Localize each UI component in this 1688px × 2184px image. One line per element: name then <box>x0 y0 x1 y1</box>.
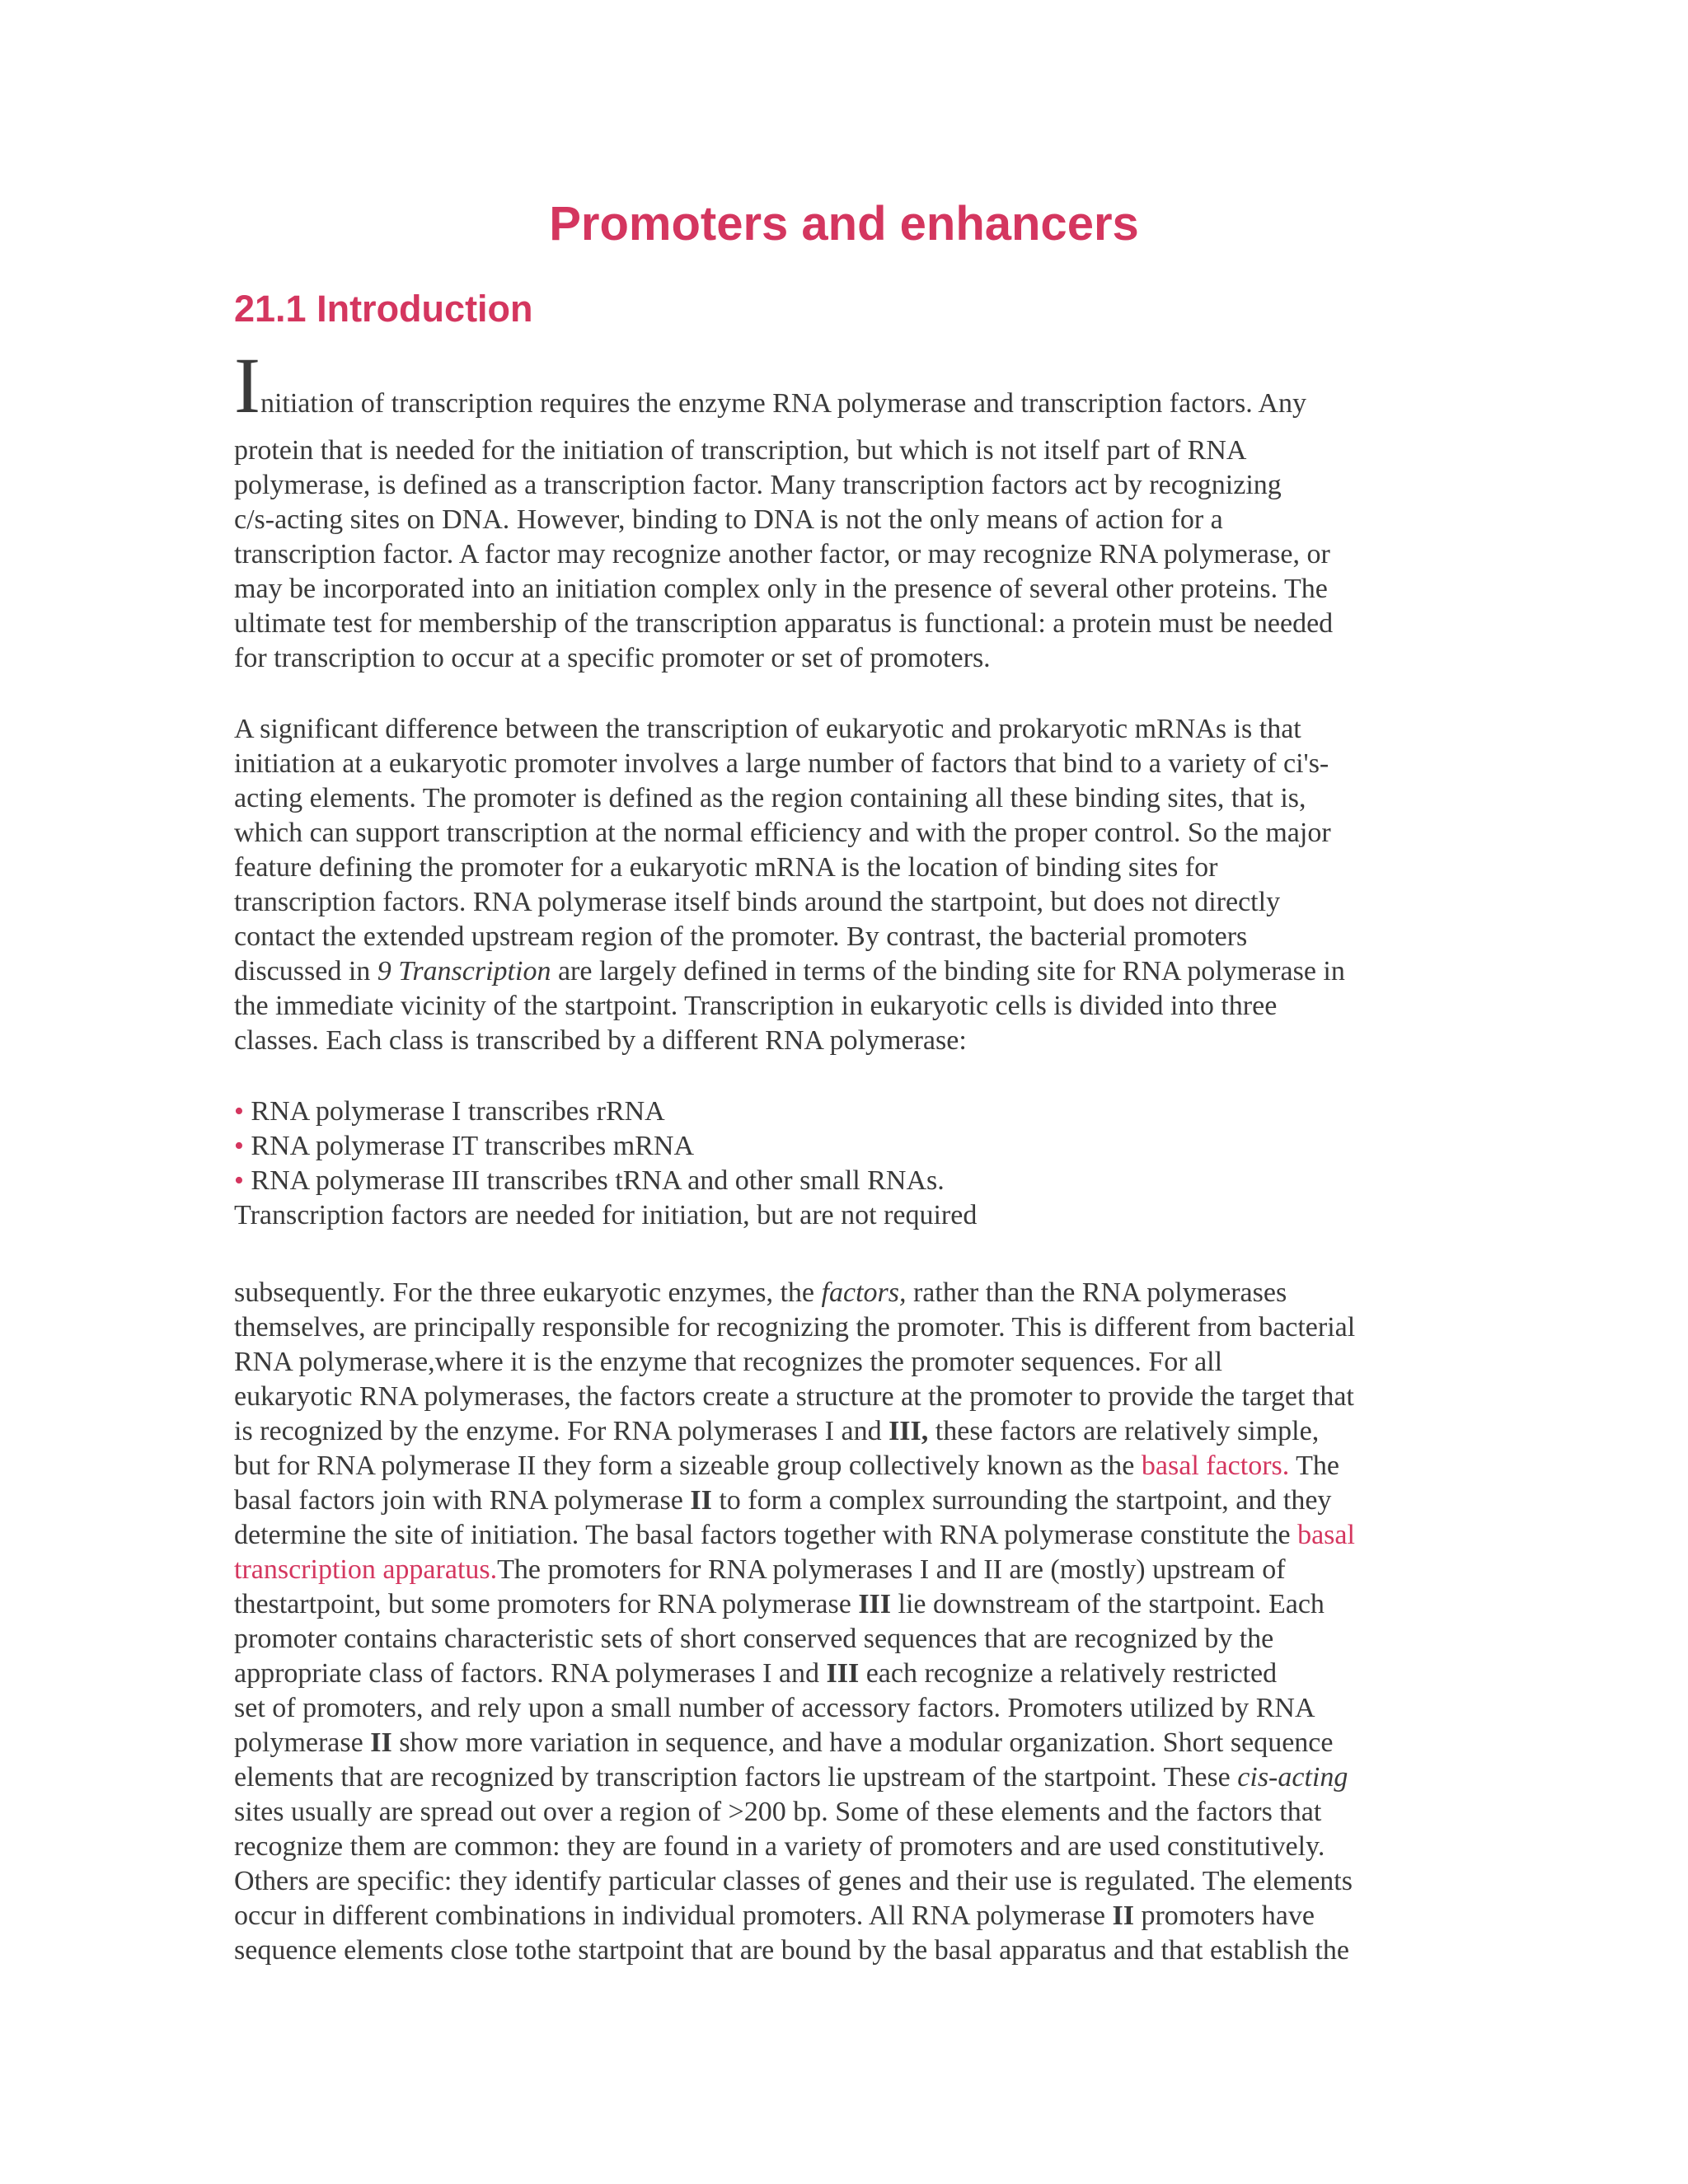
paragraph-line: protein that is needed for the initiation of transcription, but which is not itself part of RNA <box>234 435 1247 466</box>
page-title: Promoters and enhancers <box>549 197 1139 251</box>
paragraph-line: sites usually are spread out over a region of >200 bp. Some of these elements and the factors that <box>234 1797 1322 1827</box>
term-basal-transcription-apparatus: transcription apparatus. <box>234 1554 498 1585</box>
paragraph-line: set of promoters, and rely upon a small number of accessory factors. Promoters utilized by RNA <box>234 1693 1315 1723</box>
cross-reference: 9 Transcription <box>377 956 551 987</box>
term-basal-factors: basal factors. <box>1141 1451 1290 1481</box>
paragraph-line: the immediate vicinity of the startpoint. Transcription in eukaryotic cells is divided into three <box>234 991 1278 1021</box>
paragraph-line: occur in different combinations in individual promoters. All RNA polymerase II promoters have <box>234 1900 1315 1931</box>
paragraph-line: A significant difference between the transcription of eukaryotic and prokaryotic mRNAs is that <box>234 714 1301 744</box>
paragraph-line: subsequently. For the three eukaryotic enzymes, the factors, rather than the RNA polymerases <box>234 1277 1287 1308</box>
paragraph-line: elements that are recognized by transcription factors lie upstream of the startpoint. These cis-acting <box>234 1762 1348 1793</box>
paragraph-line: determine the site of initiation. The basal factors together with RNA polymerase constitute the basal <box>234 1520 1355 1550</box>
paragraph-line: transcription factors. RNA polymerase itself binds around the startpoint, but does not directly <box>234 887 1281 917</box>
paragraph-line: which can support transcription at the normal efficiency and with the proper control. So the major <box>234 818 1331 848</box>
paragraph-line: c/s-acting sites on DNA. However, binding to DNA is not the only means of action for a <box>234 504 1223 535</box>
paragraph-line: themselves, are principally responsible for recognizing the promoter. This is different from bacterial <box>234 1312 1356 1343</box>
paragraph-1-first-line <box>234 341 1306 429</box>
paragraph-1-line-1: nitiation of transcription requires the enzyme RNA polymerase and transcription factors. Any <box>260 388 1306 419</box>
paragraph-line: initiation at a eukaryotic promoter involves a large number of factors that bind to a variety of ci's- <box>234 748 1329 779</box>
paragraph-line: promoter contains characteristic sets of short conserved sequences that are recognized by the <box>234 1624 1274 1654</box>
paragraph-line: transcription factor. A factor may recognize another factor, or may recognize RNA polymerase, or <box>234 539 1330 569</box>
paragraph-line: recognize them are common: they are found in a variety of promoters and are used constitutively. <box>234 1831 1325 1862</box>
paragraph-line: contact the extended upstream region of the promoter. By contrast, the bacterial promoters <box>234 921 1248 952</box>
paragraph-line: ultimate test for membership of the transcription apparatus is functional: a protein must be needed <box>234 608 1334 639</box>
paragraph-line: for transcription to occur at a specific promoter or set of promoters. <box>234 643 991 673</box>
paragraph-line: transcription apparatus.The promoters for RNA polymerases I and II are (mostly) upstream of <box>234 1554 1286 1585</box>
polymerase-list <box>234 1094 1454 1233</box>
paragraph-3 <box>234 1276 1454 1968</box>
paragraph-2 <box>234 712 1454 1058</box>
list-item: • RNA polymerase IT transcribes mRNA <box>234 1131 695 1161</box>
paragraph-line: discussed in 9 Transcription are largely defined in terms of the binding site for RNA polymerase in <box>234 956 1345 987</box>
term-basal-transcription-apparatus: basal <box>1297 1520 1355 1550</box>
section-heading: 21.1 Introduction <box>234 288 533 330</box>
paragraph-line: sequence elements close tothe startpoint that are bound by the basal apparatus and that establish the <box>234 1935 1349 1966</box>
paragraph-line: basal factors join with RNA polymerase II to form a complex surrounding the startpoint, and they <box>234 1485 1332 1516</box>
list-item: • RNA polymerase III transcribes tRNA and other small RNAs. <box>234 1165 945 1196</box>
paragraph-1 <box>234 434 1454 676</box>
paragraph-line: RNA polymerase,where it is the enzyme that recognizes the promoter sequences. For all <box>234 1347 1223 1377</box>
paragraph-line: feature defining the promoter for a eukaryotic mRNA is the location of binding sites for <box>234 852 1218 883</box>
paragraph-line: polymerase II show more variation in sequence, and have a modular organization. Short sequence <box>234 1727 1334 1758</box>
paragraph-line: but for RNA polymerase II they form a sizeable group collectively known as the basal factors. The <box>234 1451 1340 1481</box>
paragraph-line: is recognized by the enzyme. For RNA polymerases I and III, these factors are relatively simple, <box>234 1416 1320 1446</box>
paragraph-line: appropriate class of factors. RNA polymerases I and III each recognize a relatively restricted <box>234 1658 1278 1689</box>
paragraph-line: Transcription factors are needed for initiation, but are not required <box>234 1200 978 1230</box>
paragraph-line: eukaryotic RNA polymerases, the factors create a structure at the promoter to provide the target that <box>234 1381 1354 1412</box>
paragraph-line: classes. Each class is transcribed by a different RNA polymerase: <box>234 1025 967 1056</box>
paragraph-line: may be incorporated into an initiation complex only in the presence of several other proteins. The <box>234 574 1328 604</box>
bullet-icon: • <box>234 1165 244 1196</box>
paragraph-line: polymerase, is defined as a transcription factor. Many transcription factors act by recognizing <box>234 470 1282 500</box>
bullet-icon: • <box>234 1096 244 1127</box>
list-item: • RNA polymerase I transcribes rRNA <box>234 1096 665 1127</box>
drop-cap: I <box>234 341 260 429</box>
paragraph-line: Others are specific: they identify particular classes of genes and their use is regulated. The elements <box>234 1866 1353 1896</box>
paragraph-line: thestartpoint, but some promoters for RNA polymerase III lie downstream of the startpoint. Each <box>234 1589 1325 1619</box>
paragraph-line: acting elements. The promoter is defined as the region containing all these binding sites, that is, <box>234 783 1306 813</box>
bullet-icon: • <box>234 1131 244 1161</box>
